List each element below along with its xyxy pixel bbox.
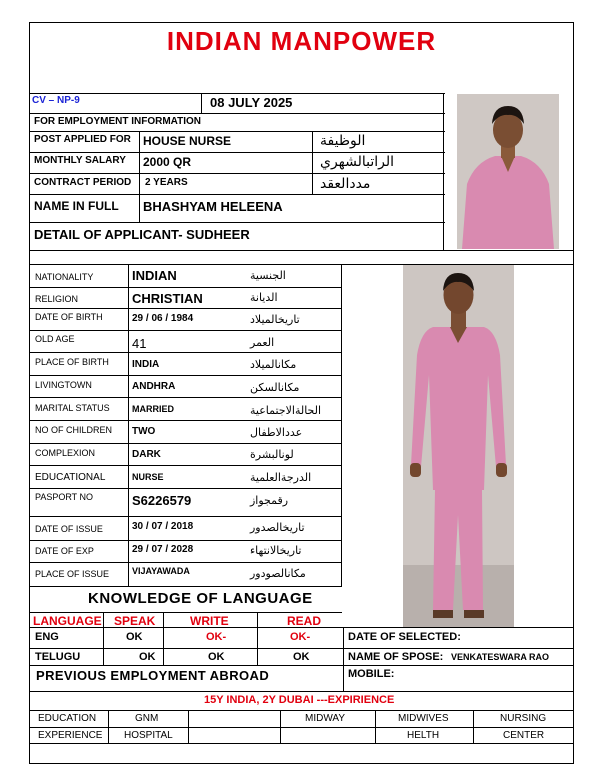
detail-arabic: الدرجةالعلمية bbox=[250, 471, 312, 484]
rule bbox=[188, 710, 189, 743]
detail-arabic: لونالبشرة bbox=[250, 448, 294, 461]
language-title: KNOWLEDGE OF LANGUAGE bbox=[88, 590, 313, 607]
rule bbox=[201, 93, 202, 113]
rule bbox=[139, 131, 140, 222]
name-label: NAME IN FULL bbox=[34, 199, 119, 213]
post-value: HOUSE NURSE bbox=[143, 134, 232, 148]
detail-arabic: الديانة bbox=[250, 291, 278, 304]
detail-value: TWO bbox=[132, 426, 156, 437]
detail-value: INDIAN bbox=[132, 268, 177, 283]
detail-arabic: تاريخالصدور bbox=[250, 521, 305, 534]
contract-value: 2 YEARS bbox=[145, 177, 188, 188]
detail-arabic: مكانالصودور bbox=[250, 567, 306, 580]
speak-level: OK bbox=[139, 651, 156, 663]
speak-level: OK bbox=[126, 631, 143, 643]
detail-label: DATE OF EXP bbox=[35, 546, 94, 556]
speak-header: SPEAK bbox=[114, 614, 156, 628]
read-level: OK bbox=[293, 651, 310, 663]
detail-label: LIVINGTOWN bbox=[35, 380, 92, 390]
detail-arabic: مكانالسكن bbox=[250, 381, 300, 394]
rule bbox=[29, 152, 445, 153]
table-cell: MIDWAY bbox=[305, 713, 345, 724]
rule bbox=[29, 420, 342, 421]
rule bbox=[473, 710, 474, 743]
detail-value: VIJAYAWADA bbox=[132, 566, 190, 576]
rule bbox=[29, 173, 445, 174]
table-cell: EXPERIENCE bbox=[38, 730, 103, 741]
spouse-label: NAME OF SPOSE: bbox=[348, 651, 444, 663]
detail-label: NATIONALITY bbox=[35, 272, 94, 282]
detail-arabic: رقمجواز bbox=[250, 494, 289, 507]
rule bbox=[257, 612, 258, 665]
detail-label: PLACE OF ISSUE bbox=[35, 569, 110, 579]
table-cell: GNM bbox=[135, 713, 159, 724]
detail-label: NO OF CHILDREN bbox=[35, 425, 113, 435]
detail-title: DETAIL OF APPLICANT- SUDHEER bbox=[34, 227, 250, 242]
contract-arabic: مددالعقد bbox=[320, 176, 371, 192]
detail-label: EDUCATIONAL bbox=[35, 472, 106, 483]
contract-label: CONTRACT PERIOD bbox=[34, 177, 132, 188]
table-cell: NURSING bbox=[500, 713, 547, 724]
rule bbox=[280, 710, 281, 743]
cv-number: CV – NP-9 bbox=[32, 95, 80, 106]
table-cell: CENTER bbox=[503, 730, 545, 741]
rule bbox=[29, 727, 574, 728]
post-label: POST APPLIED FOR bbox=[34, 134, 131, 145]
detail-label: PLACE OF BIRTH bbox=[35, 357, 109, 367]
rule bbox=[29, 612, 342, 613]
rule bbox=[29, 375, 342, 376]
rule bbox=[29, 443, 342, 444]
detail-label: MARITAL STATUS bbox=[35, 403, 110, 413]
rule bbox=[343, 627, 344, 691]
language-header: LANGUAGE bbox=[33, 614, 102, 628]
detail-arabic: تاريخالانتهاء bbox=[250, 544, 302, 557]
language-name: ENG bbox=[35, 631, 59, 643]
rule bbox=[29, 465, 342, 466]
rule bbox=[29, 710, 574, 711]
detail-label: OLD AGE bbox=[35, 334, 75, 344]
language-name: TELUGU bbox=[35, 651, 81, 663]
detail-label: DATE OF ISSUE bbox=[35, 524, 103, 534]
rule bbox=[312, 131, 313, 194]
detail-value: 41 bbox=[132, 336, 147, 351]
rule bbox=[29, 330, 342, 331]
rule bbox=[29, 540, 342, 541]
rule bbox=[375, 710, 376, 743]
detail-value: ANDHRA bbox=[132, 381, 176, 392]
detail-arabic: تاريخالميلاد bbox=[250, 313, 300, 326]
rule bbox=[128, 264, 129, 586]
full-length-photo bbox=[403, 265, 514, 627]
cv-date: 08 JULY 2025 bbox=[210, 95, 293, 110]
detail-arabic: الحالةالاجتماعية bbox=[250, 404, 322, 417]
detail-label: COMPLEXION bbox=[35, 448, 96, 458]
detail-value: S6226579 bbox=[132, 493, 192, 508]
employment-info-label: FOR EMPLOYMENT INFORMATION bbox=[34, 116, 202, 127]
detail-value: NURSE bbox=[132, 472, 164, 482]
detail-arabic: الجنسية bbox=[250, 269, 286, 282]
detail-value: DARK bbox=[132, 449, 161, 460]
company-title: INDIAN MANPOWER bbox=[166, 26, 437, 56]
detail-arabic: عددالاطفال bbox=[250, 426, 303, 439]
rule bbox=[29, 516, 342, 517]
rule bbox=[29, 665, 574, 666]
detail-value: MARRIED bbox=[132, 404, 174, 414]
detail-value: INDIA bbox=[132, 359, 160, 370]
name-value: BHASHYAM HELEENA bbox=[143, 199, 283, 214]
write-header: WRITE bbox=[190, 614, 229, 628]
rule bbox=[29, 743, 574, 744]
mobile-label: MOBILE: bbox=[348, 668, 395, 680]
detail-value: 30 / 07 / 2018 bbox=[132, 521, 194, 532]
detail-arabic: مكانالميلاد bbox=[250, 358, 297, 371]
detail-label: DATE OF BIRTH bbox=[35, 312, 103, 322]
detail-label: RELIGION bbox=[35, 294, 79, 304]
rule bbox=[29, 648, 574, 649]
rule bbox=[29, 308, 342, 309]
detail-value: 29 / 07 / 2028 bbox=[132, 544, 194, 555]
salary-arabic: الراتبالشهري bbox=[320, 154, 395, 170]
portrait-photo bbox=[457, 94, 559, 249]
write-level: OK bbox=[208, 651, 225, 663]
salary-label: MONTHLY SALARY bbox=[34, 155, 126, 166]
previous-employment-title: PREVIOUS EMPLOYMENT ABROAD bbox=[36, 668, 270, 683]
spouse-name: VENKATESWARA RAO bbox=[451, 652, 550, 662]
rule bbox=[29, 250, 574, 251]
salary-value: 2000 QR bbox=[143, 155, 192, 169]
rule bbox=[29, 194, 445, 195]
read-level: OK- bbox=[290, 631, 311, 643]
rule bbox=[29, 397, 342, 398]
date-selected-label: DATE OF SELECTED: bbox=[348, 631, 461, 643]
rule bbox=[29, 691, 574, 692]
table-cell: HOSPITAL bbox=[124, 730, 173, 741]
table-cell: EDUCATION bbox=[38, 713, 97, 724]
rule bbox=[163, 612, 164, 665]
rule bbox=[29, 586, 342, 587]
rule bbox=[29, 287, 342, 288]
table-cell: HELTH bbox=[407, 730, 440, 741]
table-cell: MIDWIVES bbox=[398, 713, 449, 724]
rule bbox=[443, 93, 444, 250]
rule bbox=[341, 264, 342, 586]
rule bbox=[108, 710, 109, 743]
write-level: OK- bbox=[206, 631, 227, 643]
post-arabic: الوظيفة bbox=[320, 133, 366, 149]
detail-label: PASPORT NO bbox=[35, 492, 94, 502]
rule bbox=[29, 562, 342, 563]
rule bbox=[29, 93, 445, 94]
rule bbox=[29, 222, 445, 223]
rule bbox=[29, 113, 445, 114]
detail-value: 29 / 06 / 1984 bbox=[132, 313, 194, 324]
read-header: READ bbox=[287, 614, 322, 628]
rule bbox=[29, 488, 342, 489]
detail-value: CHRISTIAN bbox=[132, 291, 203, 306]
rule bbox=[29, 131, 445, 132]
detail-arabic: العمر bbox=[250, 336, 275, 349]
rule bbox=[103, 612, 104, 665]
experience-summary: 15Y INDIA, 2Y DUBAI ---EXPIRIENCE bbox=[204, 694, 395, 706]
rule bbox=[29, 352, 342, 353]
